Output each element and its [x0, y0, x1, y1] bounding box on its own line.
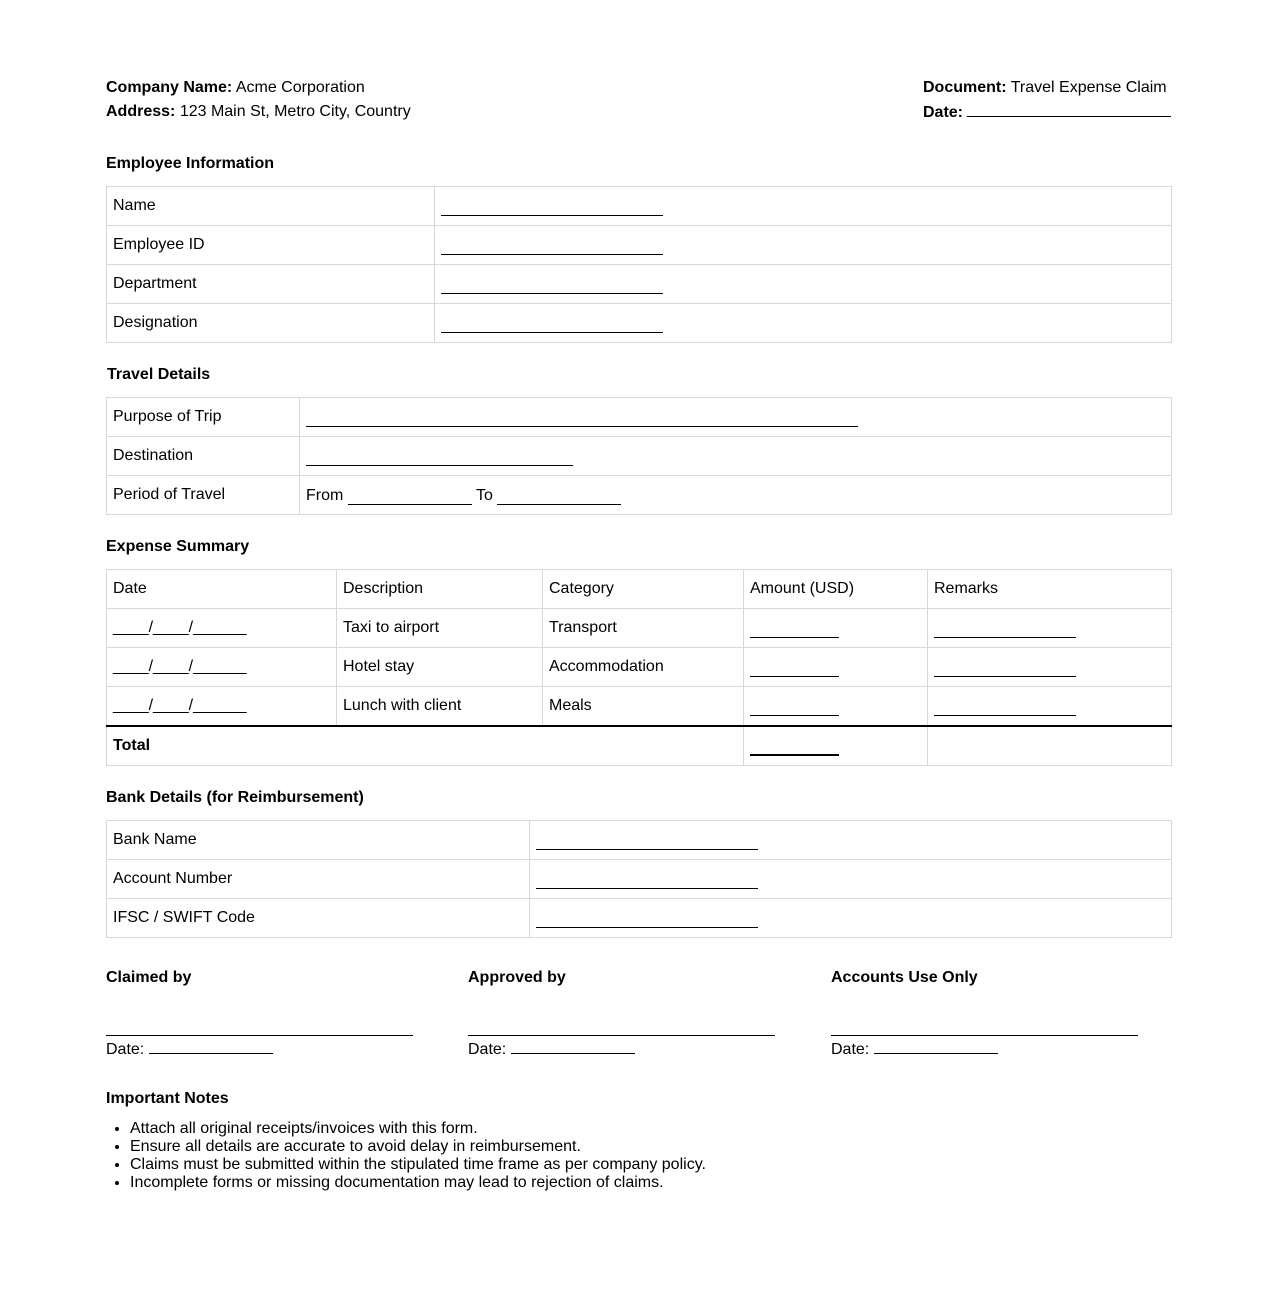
total-label: Total	[107, 726, 744, 766]
account-number-field[interactable]	[536, 870, 758, 889]
bank-name-field[interactable]	[536, 831, 758, 850]
employee-name-label: Name	[107, 187, 435, 226]
expense-remarks-field[interactable]	[934, 697, 1076, 716]
header-amount: Amount (USD)	[744, 570, 928, 609]
travel-details-table	[106, 397, 1172, 515]
expense-description: Hotel stay	[337, 648, 543, 687]
document-label: Document:	[923, 79, 1007, 96]
accounts-use-block	[831, 968, 1151, 1058]
accounts-date-label: Date:	[831, 1041, 870, 1058]
expense-amount-field[interactable]	[750, 658, 839, 677]
expense-summary-table	[106, 569, 1172, 766]
account-number-cell	[530, 860, 1172, 899]
header-remarks: Remarks	[928, 570, 1172, 609]
designation-label: Designation	[107, 304, 435, 343]
table-row	[107, 860, 1172, 899]
total-remarks-cell	[928, 726, 1172, 766]
swift-code-field[interactable]	[536, 909, 758, 928]
department-field[interactable]	[441, 275, 663, 294]
approved-by-block	[468, 968, 788, 1058]
table-row	[107, 476, 1172, 515]
expense-category: Meals	[543, 687, 744, 727]
table-row	[107, 226, 1172, 265]
bank-name-cell	[530, 821, 1172, 860]
account-number-label: Account Number	[107, 860, 530, 899]
from-date-field[interactable]	[348, 486, 472, 505]
bank-section-title: Bank Details (for Reimbursement)	[106, 789, 364, 806]
total-amount-field[interactable]	[750, 736, 839, 756]
destination-label: Destination	[107, 437, 300, 476]
address-value: 123 Main St, Metro City, Country	[179, 103, 411, 120]
period-label: Period of Travel	[107, 476, 300, 515]
swift-code-cell	[530, 899, 1172, 938]
accounts-date-field[interactable]	[874, 1037, 998, 1054]
department-label: Department	[107, 265, 435, 304]
header-date: Date	[107, 570, 337, 609]
address-label: Address:	[106, 103, 176, 120]
destination-field[interactable]	[306, 447, 573, 466]
to-label: To	[475, 486, 493, 504]
notes-list	[106, 1120, 706, 1192]
expense-remarks-field[interactable]	[934, 658, 1076, 677]
employee-id-field[interactable]	[441, 236, 663, 255]
accounts-use-title: Accounts Use Only	[831, 969, 978, 986]
claimed-by-block	[106, 968, 426, 1058]
notes-section-title: Important Notes	[106, 1090, 229, 1107]
claimed-by-signature-line[interactable]	[106, 1035, 413, 1036]
document-value: Travel Expense Claim	[1010, 79, 1167, 96]
header-category: Category	[543, 570, 744, 609]
expense-date-field[interactable]: ____/____/______	[107, 687, 337, 727]
header-date-field[interactable]	[967, 100, 1171, 117]
claimed-by-date-field[interactable]	[149, 1037, 273, 1054]
from-label: From	[306, 486, 344, 504]
destination-cell	[300, 437, 1172, 476]
claimed-by-date-label: Date:	[106, 1041, 145, 1058]
table-header-row	[107, 570, 1172, 609]
employee-info-table	[106, 186, 1172, 343]
header-date-label: Date:	[923, 104, 964, 121]
table-row	[107, 398, 1172, 437]
list-item: • Incomplete forms or missing documentation may lead to rejection of claims.	[130, 1174, 706, 1192]
remarks-cell	[928, 609, 1172, 648]
expense-remarks-field[interactable]	[934, 619, 1076, 638]
to-date-field[interactable]	[497, 486, 621, 505]
table-row	[107, 187, 1172, 226]
table-row	[107, 437, 1172, 476]
expense-description: Taxi to airport	[337, 609, 543, 648]
table-row	[107, 304, 1172, 343]
employee-id-cell	[435, 226, 1172, 265]
total-amount-cell	[744, 726, 928, 766]
designation-field[interactable]	[441, 314, 663, 333]
table-row	[107, 899, 1172, 938]
travel-section-title: Travel Details	[107, 366, 211, 383]
table-row	[107, 609, 1172, 648]
table-row	[107, 821, 1172, 860]
expense-category: Transport	[543, 609, 744, 648]
document-header	[106, 76, 1172, 126]
remarks-cell	[928, 648, 1172, 687]
company-name-label: Company Name:	[106, 79, 233, 96]
expense-category: Accommodation	[543, 648, 744, 687]
expense-amount-field[interactable]	[750, 619, 839, 638]
table-row	[107, 265, 1172, 304]
purpose-field[interactable]	[306, 408, 858, 427]
company-name-value: Acme Corporation	[235, 79, 365, 96]
list-item: • Claims must be submitted within the stipulated time frame as per company policy.	[130, 1156, 706, 1174]
document-block	[923, 76, 1171, 124]
employee-id-label: Employee ID	[107, 226, 435, 265]
department-cell	[435, 265, 1172, 304]
remarks-cell	[928, 687, 1172, 727]
amount-cell	[744, 687, 928, 727]
amount-cell	[744, 609, 928, 648]
list-item: • Attach all original receipts/invoices with this form.	[130, 1120, 706, 1138]
approved-by-date-label: Date:	[468, 1041, 507, 1058]
table-row	[107, 687, 1172, 727]
approved-by-title: Approved by	[468, 969, 566, 986]
accounts-signature-line[interactable]	[831, 1035, 1138, 1036]
purpose-cell	[300, 398, 1172, 437]
approved-by-signature-line[interactable]	[468, 1035, 775, 1036]
expense-date-field[interactable]: ____/____/______	[107, 609, 337, 648]
company-block	[106, 76, 411, 124]
expense-section-title: Expense Summary	[106, 538, 250, 555]
approved-by-date-field[interactable]	[511, 1037, 635, 1054]
amount-cell	[744, 648, 928, 687]
expense-description: Lunch with client	[337, 687, 543, 727]
period-cell	[300, 476, 1172, 515]
employee-section-title: Employee Information	[106, 155, 275, 172]
expense-amount-field[interactable]	[750, 697, 839, 716]
expense-date-field[interactable]: ____/____/______	[107, 648, 337, 687]
total-row	[107, 726, 1172, 766]
employee-name-cell	[435, 187, 1172, 226]
employee-name-field[interactable]	[441, 197, 663, 216]
swift-code-label: IFSC / SWIFT Code	[107, 899, 530, 938]
claimed-by-title: Claimed by	[106, 969, 192, 986]
table-row	[107, 648, 1172, 687]
list-item: • Ensure all details are accurate to avoid delay in reimbursement.	[130, 1138, 706, 1156]
header-description: Description	[337, 570, 543, 609]
designation-cell	[435, 304, 1172, 343]
bank-name-label: Bank Name	[107, 821, 530, 860]
purpose-label: Purpose of Trip	[107, 398, 300, 437]
bank-details-table	[106, 820, 1172, 938]
